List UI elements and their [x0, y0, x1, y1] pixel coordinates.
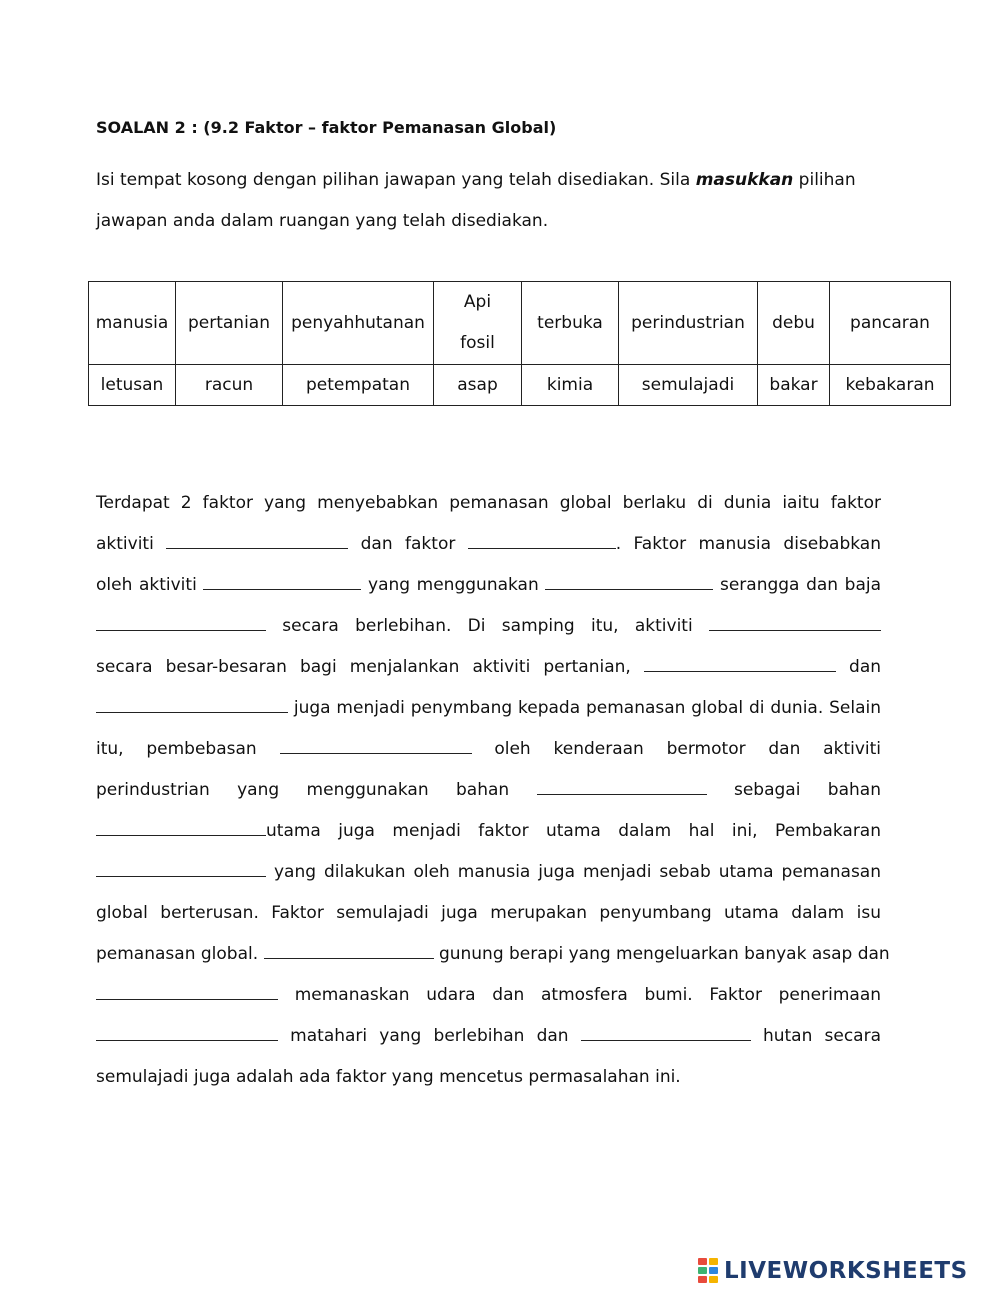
passage-text: serangga dan baja [719, 575, 882, 595]
passage-text: hutan secara [762, 1026, 882, 1046]
word-bank-cell: manusia [89, 282, 176, 365]
passage-line [96, 729, 881, 770]
passage-text: aktiviti [96, 534, 154, 554]
logo-text: LIVEWORKSHEETS [724, 1258, 968, 1284]
answer-blank-4[interactable] [545, 567, 713, 590]
instructions-emphasis: masukkan [695, 170, 794, 190]
instructions-text-1: Isi tempat kosong dengan pilihan jawapan yang telah disediakan. Sila [96, 170, 696, 190]
passage-line [96, 1057, 881, 1098]
passage-text: secara berlebihan. Di samping itu, aktiviti [282, 616, 693, 636]
word-bank-row-1 [89, 282, 951, 365]
passage-line [96, 647, 881, 688]
question-heading: SOALAN 2 : (9.2 Faktor – faktor Pemanasan Global) [96, 118, 557, 137]
answer-blank-8[interactable] [96, 690, 288, 713]
word-bank-table [88, 281, 951, 406]
passage-line [96, 606, 881, 647]
answer-blank-5[interactable] [96, 608, 266, 631]
passage-text: utama juga menjadi faktor utama dalam hal ini, Pembakaran [266, 821, 881, 841]
word-bank-cell: kebakaran [830, 365, 951, 406]
passage-text: dan faktor [360, 534, 456, 554]
passage-text: Terdapat 2 faktor yang menyebabkan pemanasan global berlaku di dunia iaitu faktor [96, 493, 881, 513]
instructions-text-2: pilihan jawapan anda dalam ruangan yang telah disediakan. [96, 170, 856, 231]
passage-text: pemanasan global. [96, 944, 259, 964]
passage-text: sebagai bahan [733, 780, 881, 800]
answer-blank-12[interactable] [96, 854, 266, 877]
answer-blank-11[interactable] [96, 813, 266, 836]
word-bank-cell: semulajadi [619, 365, 758, 406]
passage-text: juga menjadi penymbang kepada pemanasan global di dunia. Selain [293, 698, 881, 718]
passage-text: oleh kenderaan bermotor dan aktiviti [494, 739, 882, 759]
passage-text: itu, pembebasan [96, 739, 257, 759]
answer-blank-15[interactable] [96, 1018, 278, 1041]
word-bank-cell: debu [758, 282, 830, 365]
word-bank-cell: asap [434, 365, 522, 406]
word-bank-cell: terbuka [522, 282, 619, 365]
passage-text: gunung berapi yang mengeluarkan banyak asap dan [438, 944, 890, 964]
passage-line [96, 852, 881, 893]
word-bank-cell: penyahhutanan [283, 282, 434, 365]
passage-line [96, 483, 881, 524]
passage-line [96, 893, 881, 934]
answer-blank-13[interactable] [264, 936, 434, 959]
word-bank-row-2 [89, 365, 951, 406]
word-bank-cell: perindustrian [619, 282, 758, 365]
word-bank-cell: letusan [89, 365, 176, 406]
passage-line [96, 811, 881, 852]
answer-blank-7[interactable] [644, 649, 836, 672]
passage-line [96, 770, 881, 811]
answer-blank-9[interactable] [280, 731, 472, 754]
passage-text: yang menggunakan [368, 575, 539, 595]
word-bank-cell: petempatan [283, 365, 434, 406]
word-bank-cell: pertanian [176, 282, 283, 365]
passage-text: . Faktor manusia disebabkan [615, 534, 881, 554]
passage-line [96, 565, 881, 606]
passage-text: secara besar-besaran bagi menjalankan aktiviti pertanian, [96, 657, 631, 677]
word-bank-cell-stacked [434, 282, 522, 365]
word-bank-cell-top: Api [463, 292, 492, 312]
word-bank-cell: bakar [758, 365, 830, 406]
passage-text: oleh aktiviti [96, 575, 197, 595]
passage-line [96, 934, 890, 975]
passage-line [96, 524, 881, 565]
passage-line [96, 1016, 881, 1057]
answer-blank-2[interactable] [468, 526, 616, 549]
passage-text: memanaskan udara dan atmosfera bumi. Faktor penerimaan [294, 985, 882, 1005]
instructions [96, 160, 886, 242]
word-bank-cell: pancaran [830, 282, 951, 365]
passage-text: semulajadi juga adalah ada faktor yang mencetus permasalahan ini. [96, 1067, 681, 1087]
liveworksheets-logo [698, 1256, 968, 1286]
answer-blank-10[interactable] [537, 772, 707, 795]
passage-text: yang dilakukan oleh manusia juga menjadi sebab utama pemanasan [273, 862, 881, 882]
passage-line [96, 975, 881, 1016]
word-bank-cell: racun [176, 365, 283, 406]
passage-text: dan [849, 657, 882, 677]
word-bank-cell: kimia [522, 365, 619, 406]
answer-blank-16[interactable] [581, 1018, 751, 1041]
passage [96, 483, 890, 1098]
logo-mark-icon [698, 1258, 720, 1284]
passage-line [96, 688, 881, 729]
answer-blank-1[interactable] [166, 526, 348, 549]
answer-blank-14[interactable] [96, 977, 278, 1000]
answer-blank-3[interactable] [203, 567, 361, 590]
passage-text: perindustrian yang menggunakan bahan [96, 780, 510, 800]
passage-text: global berterusan. Faktor semulajadi juga merupakan penyumbang utama dalam isu [96, 903, 881, 923]
answer-blank-6[interactable] [709, 608, 881, 631]
passage-text: matahari yang berlebihan dan [290, 1026, 569, 1046]
word-bank-cell-bottom: fosil [460, 333, 495, 353]
